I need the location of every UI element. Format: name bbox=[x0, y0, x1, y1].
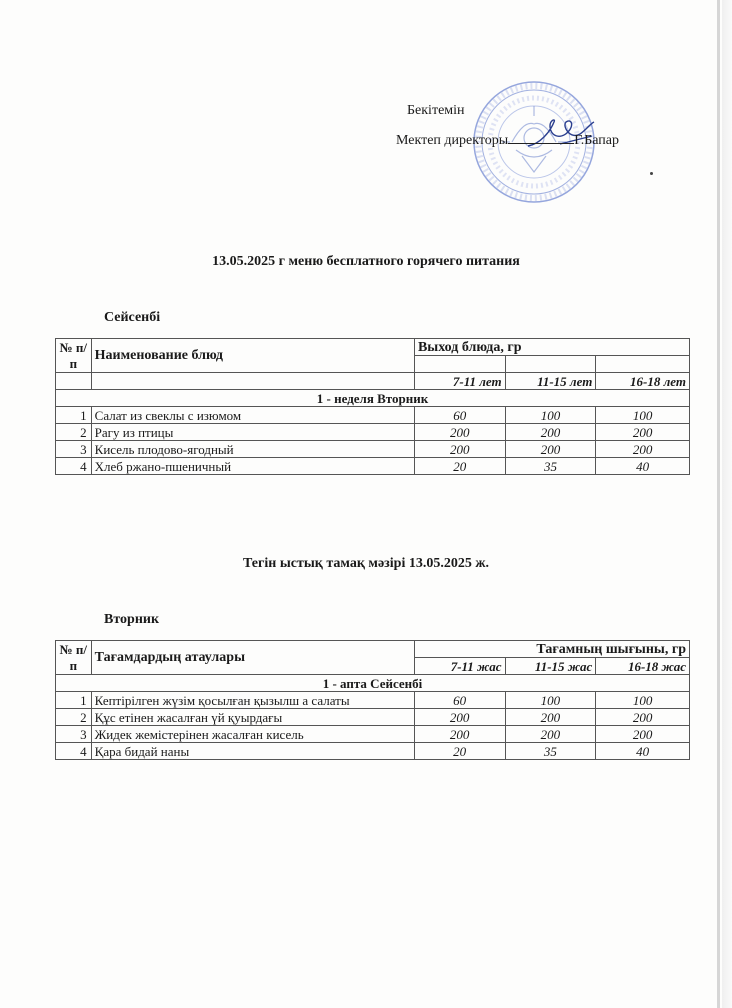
row-value: 100 bbox=[596, 407, 690, 424]
scan-edge-shadow bbox=[722, 0, 732, 1008]
header-no: № п/п bbox=[56, 339, 92, 373]
table-week-row bbox=[56, 390, 690, 407]
age-11-15: 11-15 жас bbox=[505, 658, 596, 675]
row-dish: Кисель плодово-ягодный bbox=[91, 441, 414, 458]
row-value: 200 bbox=[596, 441, 690, 458]
table-age-row bbox=[56, 373, 690, 390]
week-label: 1 - неделя Вторник bbox=[56, 390, 690, 407]
table-row bbox=[56, 709, 690, 726]
row-no: 2 bbox=[56, 709, 92, 726]
table-header-row bbox=[56, 641, 690, 658]
row-value: 40 bbox=[596, 743, 690, 760]
row-no: 2 bbox=[56, 424, 92, 441]
header-blank-cell bbox=[414, 356, 505, 373]
row-value: 200 bbox=[596, 709, 690, 726]
table-row bbox=[56, 692, 690, 709]
row-value: 60 bbox=[414, 407, 505, 424]
row-dish: Құс етінен жасалған үй қуырдағы bbox=[91, 709, 414, 726]
row-value: 20 bbox=[414, 743, 505, 760]
row-value: 200 bbox=[414, 424, 505, 441]
age-11-15: 11-15 лет bbox=[505, 373, 596, 390]
header-output: Тағамның шығыны, гр bbox=[414, 641, 689, 658]
row-no: 4 bbox=[56, 743, 92, 760]
scan-dot bbox=[650, 172, 653, 175]
row-value: 100 bbox=[505, 692, 596, 709]
table-row bbox=[56, 407, 690, 424]
row-no: 4 bbox=[56, 458, 92, 475]
age-16-18: 16-18 лет bbox=[596, 373, 690, 390]
row-dish: Хлеб ржано-пшеничный bbox=[91, 458, 414, 475]
approve-label: Бекітемін bbox=[407, 103, 465, 118]
age-blank-cell bbox=[56, 373, 92, 390]
table-week-row bbox=[56, 675, 690, 692]
row-dish: Кептірілген жүзім қосылған қызылш а салаты bbox=[91, 692, 414, 709]
row-dish: Жидек жемістерінен жасалған кисель bbox=[91, 726, 414, 743]
age-7-11: 7-11 лет bbox=[414, 373, 505, 390]
header-no: № п/п bbox=[56, 641, 92, 675]
row-value: 200 bbox=[596, 424, 690, 441]
week-label: 1 - апта Сейсенбі bbox=[56, 675, 690, 692]
age-7-11: 7-11 жас bbox=[414, 658, 505, 675]
header-name: Тағамдардың атаулары bbox=[91, 641, 414, 675]
row-value: 35 bbox=[505, 743, 596, 760]
row-value: 35 bbox=[505, 458, 596, 475]
signature-line bbox=[508, 131, 574, 144]
scan-edge-line bbox=[717, 0, 720, 1008]
table-row bbox=[56, 441, 690, 458]
menu-ru-title: 13.05.2025 г меню бесплатного горячего питания bbox=[212, 254, 520, 269]
age-blank-cell bbox=[91, 373, 414, 390]
table-header-row bbox=[56, 339, 690, 356]
menu-ru-day: Сейсенбі bbox=[104, 310, 161, 325]
table-row bbox=[56, 726, 690, 743]
header-blank-cell bbox=[505, 356, 596, 373]
table-row bbox=[56, 424, 690, 441]
row-no: 3 bbox=[56, 726, 92, 743]
age-16-18: 16-18 жас bbox=[596, 658, 690, 675]
row-dish: Салат из свеклы с изюмом bbox=[91, 407, 414, 424]
table-row bbox=[56, 458, 690, 475]
menu-kz-day: Вторник bbox=[104, 612, 160, 627]
row-value: 200 bbox=[505, 441, 596, 458]
row-value: 40 bbox=[596, 458, 690, 475]
header-output: Выход блюда, гр bbox=[414, 339, 689, 356]
row-dish: Қара бидай наны bbox=[91, 743, 414, 760]
row-value: 20 bbox=[414, 458, 505, 475]
menu-ru-table bbox=[55, 338, 690, 475]
row-value: 200 bbox=[414, 726, 505, 743]
menu-kz-table bbox=[55, 640, 690, 760]
row-value: 200 bbox=[414, 709, 505, 726]
row-value: 200 bbox=[414, 441, 505, 458]
row-value: 200 bbox=[505, 726, 596, 743]
row-no: 3 bbox=[56, 441, 92, 458]
header-blank-cell bbox=[596, 356, 690, 373]
row-value: 60 bbox=[414, 692, 505, 709]
director-line bbox=[396, 131, 619, 149]
row-dish: Рагу из птицы bbox=[91, 424, 414, 441]
table-row bbox=[56, 743, 690, 760]
row-value: 200 bbox=[596, 726, 690, 743]
row-value: 200 bbox=[505, 424, 596, 441]
row-value: 200 bbox=[505, 709, 596, 726]
row-value: 100 bbox=[505, 407, 596, 424]
header-name: Наименование блюд bbox=[91, 339, 414, 373]
row-no: 1 bbox=[56, 407, 92, 424]
row-value: 100 bbox=[596, 692, 690, 709]
director-name: Г.Бапар bbox=[574, 133, 620, 148]
director-label: Мектеп директоры bbox=[396, 133, 509, 148]
menu-kz-title: Тегін ыстық тамақ мәзірі 13.05.2025 ж. bbox=[243, 556, 489, 571]
row-no: 1 bbox=[56, 692, 92, 709]
